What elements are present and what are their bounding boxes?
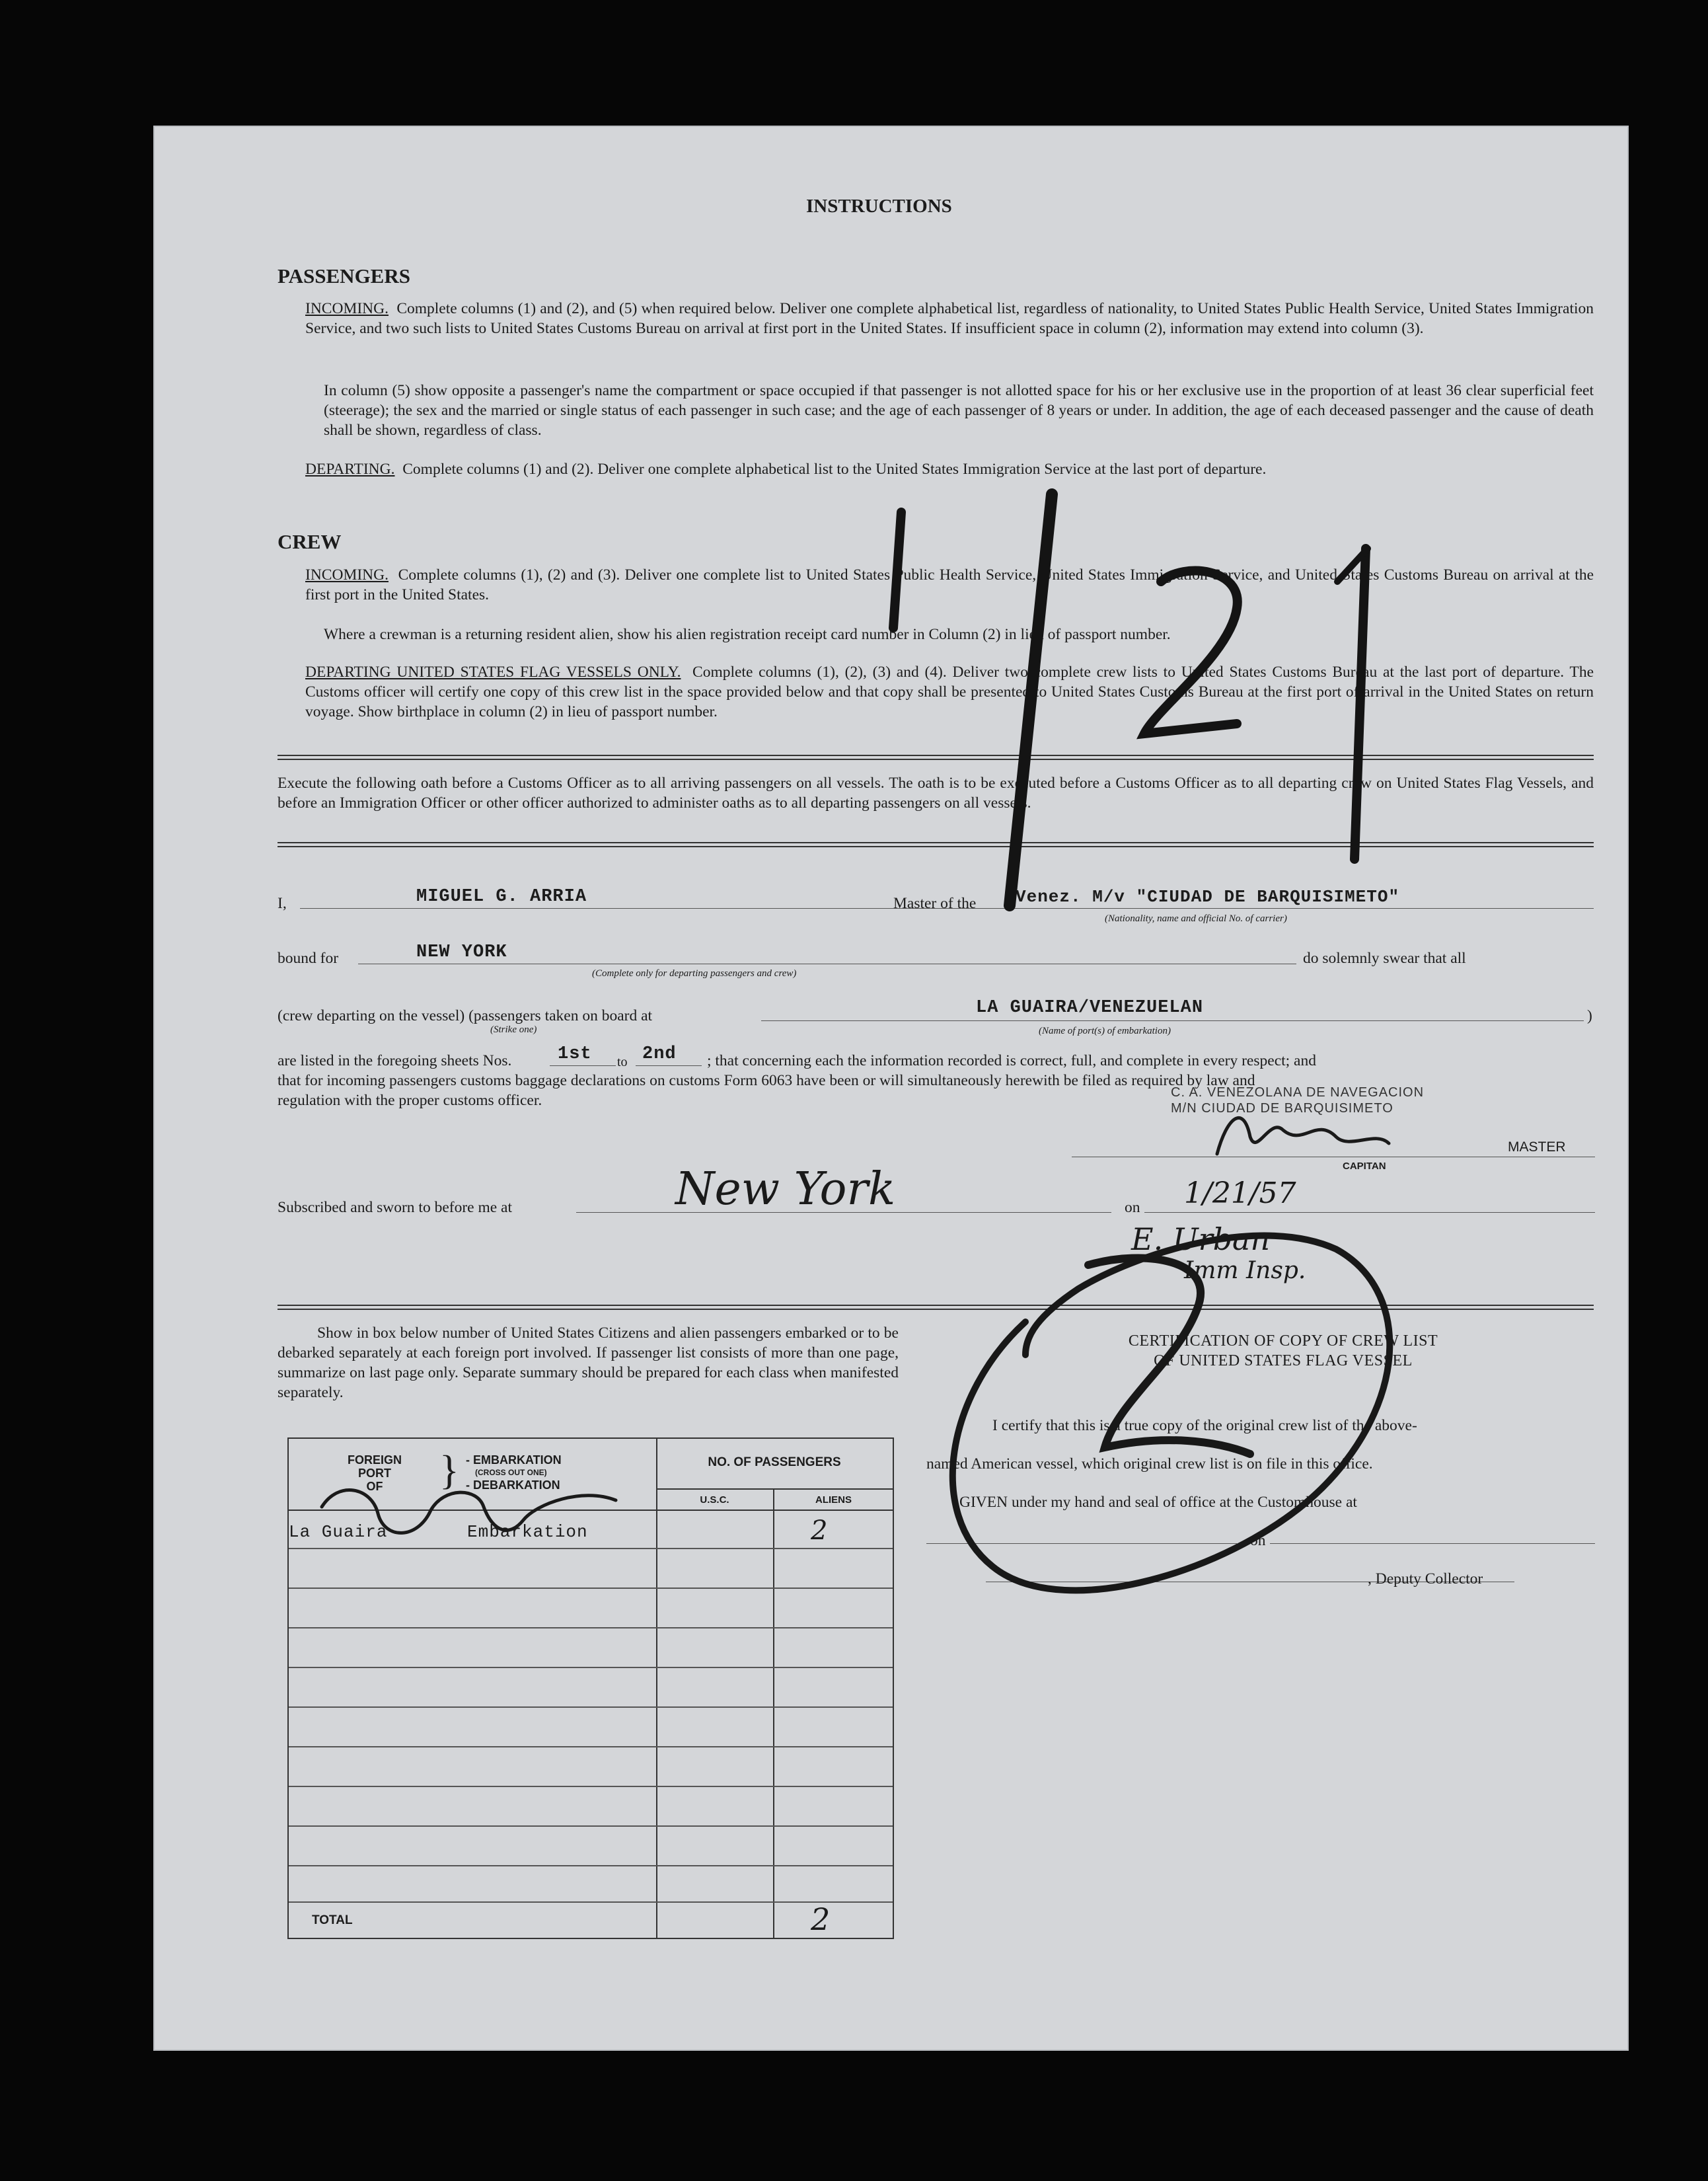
sheets-suffix: ; that concerning each the information recorded is correct, full, and complete in every respect; and [707,1052,1316,1069]
vessel-value: Venez. M/v "CIUDAD DE BARQUISIMETO" [1016,887,1400,907]
deputy-collector-label: , Deputy Collector [1368,1570,1483,1588]
col-cross-out: (CROSS OUT ONE) [475,1468,547,1477]
col-usc: U.S.C. [700,1494,729,1506]
baggage-line2: regulation with the proper customs officer. [278,1092,542,1109]
ship-stamp-line2: M/N CIUDAD DE BARQUISIMETO [1171,1101,1393,1116]
inspector-signature: E. Urban [1131,1221,1271,1257]
oath-intro-text: Execute the following oath before a Customs Officer as to all arriving passengers on all vessels. The oath is to be executed before a Customs Officer as to all departing crew on United States Flag Vessels, and before an Immigration Officer or other officer authorized to administer oaths as to all departing passengers on all vessels. [278,775,1594,812]
row-port: La Guaira [289,1522,388,1542]
crew-departing-flag-label: DEPARTING UNITED STATES FLAG VESSELS ONLY. [305,664,681,681]
port-line [761,1020,1584,1021]
master-name-value: MIGUEL G. ARRIA [416,887,587,907]
certification-title-line1: CERTIFICATION OF COPY OF CREW LIST [1128,1332,1438,1350]
crew-incoming-text [305,565,1594,605]
subscribed-label: Subscribed and sworn to before me at [278,1199,513,1216]
total-label: TOTAL [312,1913,353,1927]
passengers-column5-text: In column (5) show opposite a passenger's name the compartment or space occupied if that passenger is not allotted space for his or her exclusive use in the proportion of at least 36 clear superficial feet (steerage); the sex and the married or single status of each passenger in such case; and the age of each passenger of 8 years or under. In addition, the age of each deceased passenger and the cause of death shall be shown, regardless of class. [324,382,1594,439]
summary-note: Show in box below number of United States Citizens and alien passengers embarked or to be debarked separately at each foreign port involved. If passenger list consists of more than one page, summarize on last page only. Separate summary should be prepared for each class when manifested separately. [278,1324,899,1401]
passengers-departing-label: DEPARTING. [305,461,395,478]
bound-for-value: NEW YORK [416,942,507,962]
brace-icon: } [439,1448,459,1493]
col-embarkation: - EMBARKATION [466,1453,562,1467]
passengers-departing-body: Complete columns (1) and (2). Deliver one complete alphabetical list to the United States Immigration Service at the last port of departure. [402,461,1267,478]
crew-resident-text: Where a crewman is a returning resident alien, show his alien registration receipt card number in Column (2) in lieu of passport number. [324,626,1171,643]
port-value: LA GUAIRA/VENEZUELAN [976,998,1204,1018]
crew-departing-flag-text [305,662,1594,722]
passengers-incoming-label: INCOMING. [305,300,389,317]
crew-incoming-label: INCOMING. [305,566,389,584]
sheet-from-value: 1st [558,1044,592,1064]
customhouse-line [926,1543,1237,1544]
divider-2 [278,842,1594,847]
divider-1 [278,755,1594,760]
instructions-title: INSTRUCTIONS [806,196,952,217]
subscribed-date-value: 1/21/57 [1184,1176,1296,1210]
passengers-heading: PASSENGERS [278,264,410,287]
certification-line3: GIVEN under my hand and seal of office at the Customhouse at [959,1494,1357,1511]
passengers-departing-text [305,459,1594,479]
row-aliens: 2 [811,1515,828,1546]
summary-table [287,1437,894,1939]
certification-date-line [1270,1543,1595,1544]
port-close-paren: ) [1587,1007,1592,1024]
table-row [289,1515,893,1546]
total-aliens: 2 [811,1901,831,1937]
oath-i-label: I, [278,895,287,912]
document-page [153,126,1629,2051]
to-label: to [617,1055,628,1069]
master-of-label: Master of the [893,895,977,912]
strike-caption: (Strike one) [490,1024,537,1035]
passengers-incoming-text [305,299,1594,338]
col-debarkation: - DEBARKATION [466,1478,560,1492]
certification-line2: named American vessel, which original crew list is on file in this office. [926,1455,1373,1473]
bound-caption: (Complete only for departing passengers and crew) [592,968,797,979]
sheet-to-value: 2nd [642,1044,677,1064]
passengers-incoming-body: Complete columns (1) and (2), and (5) when required below. Deliver one complete alphabetical list, regardless of nationality, to United States Public Health Service, United States Immigration Service, and two such lists to United States Customs Bureau on arrival at first port in the United States. If insufficient space in column (2), information may extend into column (3). [305,300,1594,337]
ship-stamp-line1: C. A. VENEZOLANA DE NAVEGACION [1171,1085,1425,1100]
row-type: Embarkation [467,1522,588,1542]
vessel-line [999,908,1594,909]
crew-departing-flag-body: Complete columns (1), (2), (3) and (4). Deliver two complete crew lists to United States Customs Bureau at the last port of departure. The Customs officer will certify one copy of this crew list in the space provided below and that copy shall be presented to United States Customs Bureau at the first port of arrival in the United States on return voyage. Show birthplace in column (2) in lieu of passport number. [305,664,1594,720]
vessel-caption: (Nationality, name and official No. of carrier) [1105,913,1287,924]
baggage-line1: that for incoming passengers customs baggage declarations on customs Form 6063 have been or will simultaneously herewith be filed as required by law and [278,1072,1255,1089]
crew-heading: CREW [278,530,342,553]
col-foreign-port: FOREIGN PORT OF [347,1453,402,1493]
bound-for-label: bound for [278,950,339,967]
inspector-title: Imm Insp. [1184,1257,1306,1284]
subscribed-date-line [1144,1212,1595,1213]
sheets-prefix: are listed in the foregoing sheets Nos. [278,1052,512,1069]
subscribed-on-label: on [1125,1199,1140,1216]
circled-number-2 [953,1236,1390,1591]
swear-text: do solemnly swear that all [1303,950,1466,967]
sheet-from-line [550,1065,616,1066]
port-caption: (Name of port(s) of embarkation) [1039,1026,1171,1036]
col-no-passengers: NO. OF PASSENGERS [708,1455,841,1469]
certification-on-label: on [1250,1532,1266,1549]
crew-incoming-body: Complete columns (1), (2) and (3). Deliver one complete list to United States Public Health Service, United States Immigration Service, and United States Customs Bureau on arrival at the first port in the United States. [305,566,1594,603]
col-aliens: ALIENS [815,1494,852,1506]
subscribed-place-value: New York [675,1163,896,1215]
sheet-to-line [636,1065,702,1066]
certification-line1: I certify that this is a true copy of the original crew list of the above- [992,1417,1417,1434]
certification-title-line2: OF UNITED STATES FLAG VESSEL [1154,1352,1413,1369]
master-label: MASTER [1508,1139,1566,1155]
capitan-label: CAPITAN [1343,1161,1386,1172]
crew-departing-text: (crew departing on the vessel) (passengers taken on board at [278,1007,653,1024]
master-signature-scribble [1217,1118,1389,1154]
divider-3 [278,1305,1594,1310]
